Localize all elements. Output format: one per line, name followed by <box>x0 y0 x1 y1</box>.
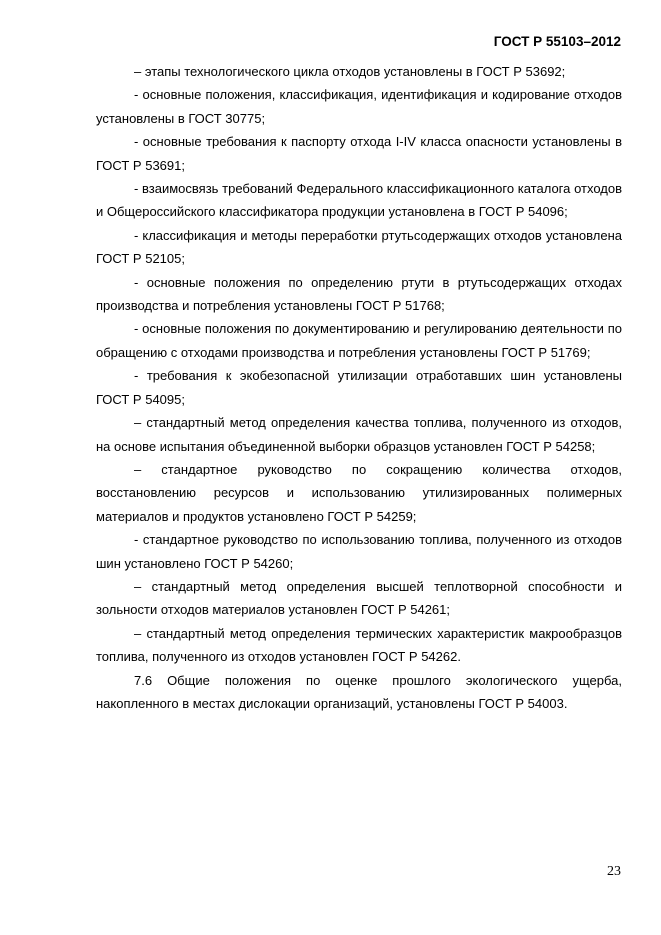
paragraph: - стандартное руководство по использованию топлива, полученного из отходов шин установлено ГОСТ Р 54260; <box>96 532 622 571</box>
paragraph: - основные положения, классификация, идентификация и кодирование отходов установлены в ГОСТ 30775; <box>96 87 622 126</box>
paragraph: - основные положения по документированию и регулированию деятельности по обращению с отходами производства и потребления установлены ГОСТ Р 51769; <box>96 321 622 360</box>
paragraph: - основные положения по определению ртути в ртутьсодержащих отходах производства и потребления установлены ГОСТ Р 51768; <box>96 274 622 314</box>
paragraph: – этапы технологического цикла отходов установлены в ГОСТ Р 53692; <box>134 64 566 79</box>
paragraph: – стандартный метод определения термических характеристик макрообразцов топлива, полученного из отходов установлен ГОСТ Р 54262. <box>96 625 622 665</box>
paragraph: – стандартное руководство по сокращению количества отходов, восстановлению ресурсов и использованию утилизированных полимерных материалов и продуктов установлено ГОСТ Р 54259; <box>96 461 622 524</box>
paragraph: - классификация и методы переработки ртутьсодержащих отходов установлена ГОСТ Р 52105; <box>96 227 622 267</box>
document-header: ГОСТ Р 55103–2012 <box>493 34 621 49</box>
section-paragraph: 7.6 Общие положения по оценке прошлого экологического ущерба, накопленного в местах дислокации организаций, установлены ГОСТ Р 54003. <box>96 672 622 711</box>
paragraph: – стандартный метод определения высшей теплотворной способности и зольности отходов материалов установлен ГОСТ Р 54261; <box>96 578 622 618</box>
paragraph: - взаимосвязь требований Федерального классификационного каталога отходов и Общероссийского классификатора продукции установлена в ГОСТ Р 54096; <box>96 181 622 220</box>
paragraph: - требования к экобезопасной утилизации отработавших шин установлены ГОСТ Р 54095; <box>96 368 622 407</box>
paragraph: - основные требования к паспорту отхода I-IV класса опасности установлены в ГОСТ Р 53691; <box>96 134 622 173</box>
paragraph: – стандартный метод определения качества топлива, полученного из отходов, на основе испытания объединенной выборки образцов установлен ГОСТ Р 54258; <box>96 415 622 454</box>
page-number: 23 <box>607 864 621 879</box>
document-body <box>96 60 622 715</box>
